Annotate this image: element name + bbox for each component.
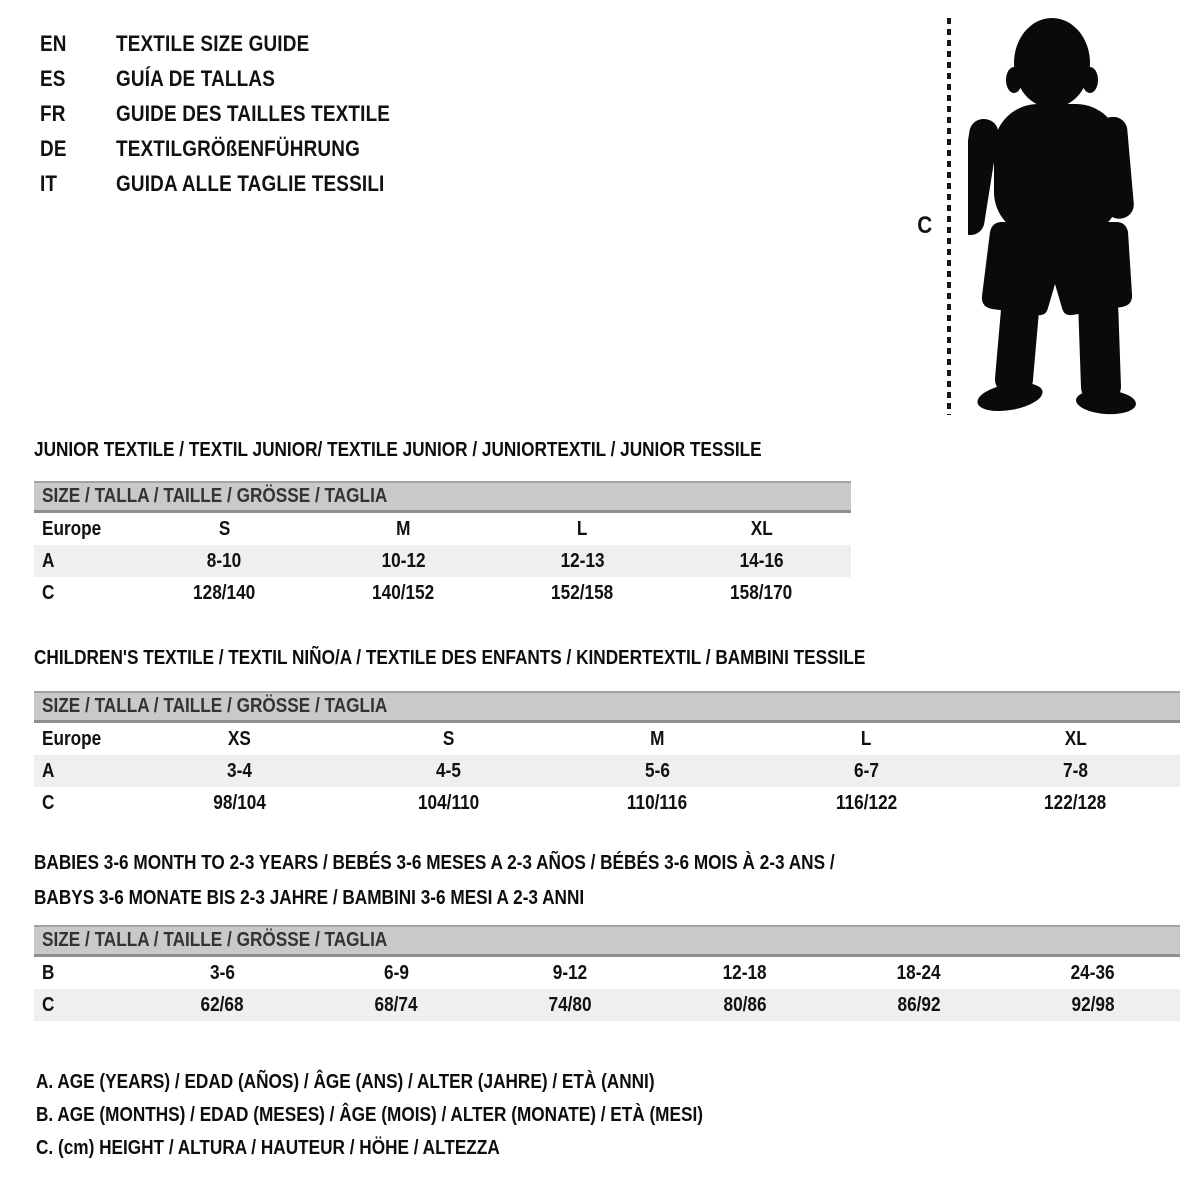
value-cell: 92/98 <box>1071 994 1115 1016</box>
legend-line: B. AGE (MONTHS) / EDAD (MESES) / ÂGE (MOIS) / ALTER (MONATE) / ETÀ (MESI) <box>36 1104 703 1126</box>
language-code: DE <box>40 135 67 161</box>
table-row <box>34 787 1180 819</box>
value-cell: 4-5 <box>436 760 461 782</box>
section-title: CHILDREN'S TEXTILE / TEXTIL NIÑO/A / TEXTILE DES ENFANTS / KINDERTEXTIL / BAMBINI TESSILE <box>34 647 866 669</box>
height-measure-dashed-line <box>947 18 951 415</box>
value-cell: 80/86 <box>723 994 767 1016</box>
value-cell: 6-7 <box>854 760 879 782</box>
table-row <box>34 513 851 545</box>
value-cell: 110/116 <box>627 792 688 814</box>
table-row <box>34 577 851 609</box>
language-row <box>40 166 435 201</box>
value-cell: 74/80 <box>548 994 592 1016</box>
legend <box>36 1066 812 1165</box>
language-code: EN <box>40 30 67 56</box>
value-cell: 18-24 <box>896 962 941 984</box>
section-babies-textile <box>34 846 1180 1021</box>
value-cell: 116/122 <box>835 792 898 814</box>
value-cell: S <box>218 518 231 540</box>
value-cell: 128/140 <box>193 582 256 604</box>
value-cell: 62/68 <box>200 994 244 1016</box>
section-title: JUNIOR TEXTILE / TEXTIL JUNIOR/ TEXTILE JUNIOR / JUNIORTEXTIL / JUNIOR TESSILE <box>34 439 762 461</box>
value-cell: 6-9 <box>383 962 409 984</box>
row-label-cell: B <box>42 962 55 984</box>
language-title: TEXTILE SIZE GUIDE <box>116 30 310 56</box>
value-cell: S <box>442 728 455 750</box>
value-cell: 104/110 <box>417 792 480 814</box>
table-row <box>34 989 1180 1021</box>
language-title: GUIDE DES TAILLES TEXTILE <box>116 100 391 126</box>
value-cell: XS <box>228 728 251 750</box>
value-cell: M <box>650 728 665 750</box>
size-table <box>34 691 1180 819</box>
value-cell: 10-12 <box>381 550 426 572</box>
row-label-cell: C <box>42 582 55 604</box>
value-cell: 3-6 <box>209 962 235 984</box>
section-title: BABIES 3-6 MONTH TO 2-3 YEARS / BEBÉS 3-6 MESES A 2-3 AÑOS / BÉBÉS 3-6 MOIS À 2-3 ANS / <box>34 852 835 874</box>
row-label-cell: A <box>42 760 55 782</box>
value-cell: 122/128 <box>1044 792 1107 814</box>
table-row <box>34 545 851 577</box>
value-cell: 12-18 <box>722 962 767 984</box>
section-junior-textile <box>34 433 851 609</box>
table-row <box>34 957 1180 989</box>
value-cell: 152/158 <box>551 582 614 604</box>
language-list <box>40 26 435 201</box>
value-cell: 24-36 <box>1070 962 1115 984</box>
language-title: GUÍA DE TALLAS <box>116 65 276 91</box>
value-cell: XL <box>750 518 773 540</box>
legend-line: A. AGE (YEARS) / EDAD (AÑOS) / ÂGE (ANS) / ALTER (JAHRE) / ETÀ (ANNI) <box>36 1071 655 1093</box>
value-cell: 5-6 <box>645 760 670 782</box>
value-cell: 8-10 <box>207 550 242 572</box>
table-header: SIZE / TALLA / TAILLE / GRÖSSE / TAGLIA <box>34 691 1180 723</box>
value-cell: 12-13 <box>560 550 605 572</box>
language-row <box>40 61 435 96</box>
row-label-cell: Europe <box>42 728 102 750</box>
value-cell: 98/104 <box>213 792 266 814</box>
legend-line: C. (cm) HEIGHT / ALTURA / HAUTEUR / HÖHE / ALTEZZA <box>36 1137 500 1159</box>
language-code: ES <box>40 65 66 91</box>
value-cell: 14-16 <box>739 550 784 572</box>
row-label-cell: A <box>42 550 55 572</box>
value-cell: 158/170 <box>730 582 793 604</box>
language-row <box>40 26 435 61</box>
height-label-c <box>916 212 933 240</box>
value-cell: L <box>861 728 872 750</box>
value-cell: 9-12 <box>553 962 588 984</box>
value-cell: 140/152 <box>372 582 435 604</box>
value-cell: XL <box>1064 728 1087 750</box>
value-cell: 3-4 <box>227 760 252 782</box>
size-table <box>34 925 1180 1021</box>
value-cell: M <box>396 518 411 540</box>
table-row <box>34 723 1180 755</box>
size-table <box>34 481 851 609</box>
language-title: GUIDA ALLE TAGLIE TESSILI <box>116 170 385 196</box>
row-label-cell: Europe <box>42 518 102 540</box>
value-cell: 86/92 <box>897 994 941 1016</box>
language-code: FR <box>40 100 66 126</box>
language-title: TEXTILGRÖßENFÜHRUNG <box>116 135 360 161</box>
baby-silhouette-icon <box>968 16 1136 418</box>
table-header: SIZE / TALLA / TAILLE / GRÖSSE / TAGLIA <box>34 925 1180 957</box>
row-label-cell: C <box>42 994 55 1016</box>
section-childrens-textile <box>34 641 1180 819</box>
height-label-text: C <box>917 212 933 239</box>
value-cell: 68/74 <box>374 994 418 1016</box>
table-row <box>34 755 1180 787</box>
row-label-cell: C <box>42 792 55 814</box>
table-header: SIZE / TALLA / TAILLE / GRÖSSE / TAGLIA <box>34 481 851 513</box>
language-row <box>40 131 435 166</box>
value-cell: L <box>577 518 588 540</box>
value-cell: 7-8 <box>1063 760 1088 782</box>
language-code: IT <box>40 170 58 196</box>
language-row <box>40 96 435 131</box>
section-title: BABYS 3-6 MONATE BIS 2-3 JAHRE / BAMBINI 3-6 MESI A 2-3 ANNI <box>34 887 585 909</box>
